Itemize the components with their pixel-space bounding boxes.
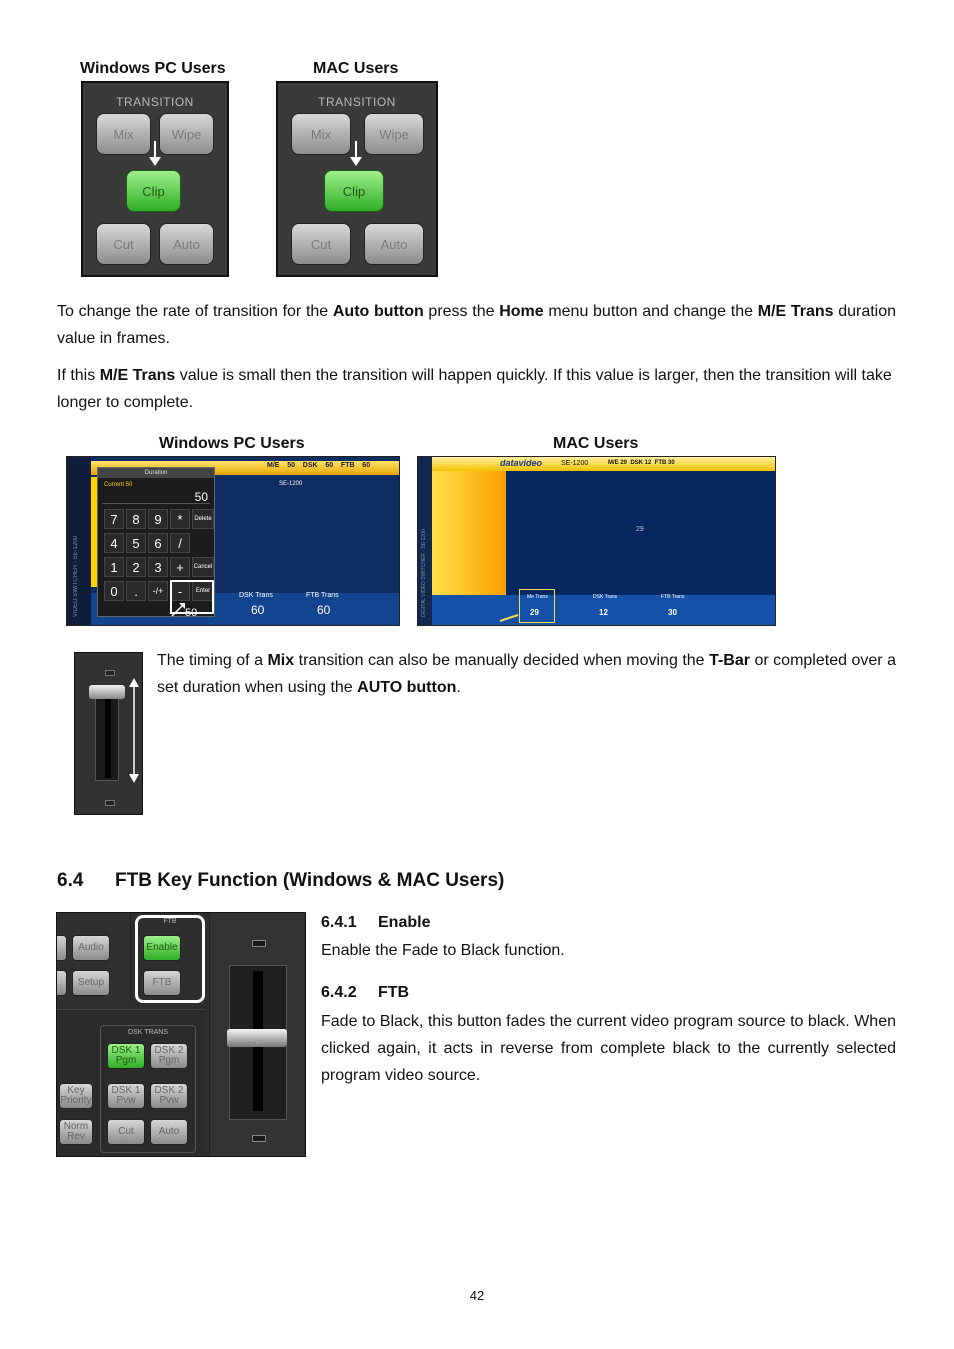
updown-arrow-icon (128, 678, 140, 783)
key-6[interactable]: 6 (148, 533, 168, 553)
ftb-t-bar-handle[interactable] (227, 1029, 287, 1047)
setup-button[interactable]: Setup (72, 970, 110, 996)
me-trans-label: Me Trans (527, 594, 548, 600)
dsk-trans-value: 12 (599, 608, 608, 617)
pointer-arrow-icon (170, 600, 188, 618)
topbar-values: M/E 29 DSK 12 FTB 30 (608, 460, 675, 466)
key-plus[interactable]: + (170, 557, 190, 577)
transition-panel-windows (81, 81, 229, 277)
key-7[interactable]: 7 (104, 509, 124, 529)
key-4[interactable]: 4 (104, 533, 124, 553)
transition-panel-mac (276, 81, 438, 277)
auto-button[interactable]: Auto (159, 223, 214, 265)
cut-button[interactable]: Cut (291, 223, 351, 265)
dsk2-pvw-button[interactable]: DSK 2 Pvw (150, 1083, 188, 1109)
current-value-label: Current 50 (104, 482, 133, 488)
duration-display[interactable]: 50 (194, 490, 208, 504)
side-brand-text: VIDEO SWITCHER · SE-1200 (73, 535, 79, 617)
key-multiply[interactable]: * (170, 509, 190, 529)
dsk-trans-title: DSK TRANS (128, 1029, 168, 1036)
key-divide[interactable]: / (170, 533, 190, 553)
key-priority-button[interactable]: Key Priority (59, 1083, 93, 1109)
partial-value: 50 (185, 607, 198, 619)
t-bar-handle[interactable] (89, 685, 125, 699)
mac-screen (417, 456, 776, 626)
key-sign[interactable]: -/+ (148, 581, 168, 601)
mac-users-label-2: MAC Users (553, 435, 639, 452)
transition-title: TRANSITION (318, 95, 396, 109)
side-brand-text: DIGITAL VIDEO SWITCHER · SE-1200 (421, 529, 427, 617)
down-arrow-icon (147, 141, 163, 167)
model-label: SE-1200 (279, 481, 303, 487)
brand-logo: datavideo (500, 458, 543, 468)
ftb-description: Fade to Black, this button fades the current video program source to black. When clicked again, it acts in reverse from complete black to the currently selected program video source. (321, 1013, 896, 1084)
key-1[interactable]: 1 (104, 557, 124, 577)
wipe-button[interactable]: Wipe (159, 113, 214, 155)
section-number: 6.4 (57, 870, 84, 891)
duration-dialog (97, 467, 215, 617)
windows-users-label-2: Windows PC Users (159, 435, 305, 452)
t-bar-paragraph: The timing of a Mix transition can also be manually decided when moving the T-Bar or completed over a set duration when using the AUTO button. (157, 652, 897, 696)
mix-button[interactable]: Mix (291, 113, 351, 155)
subsection-enable-heading: 6.4.1 Enable (321, 914, 431, 931)
audio-button[interactable]: Audio (72, 935, 110, 961)
dsk-cut-button[interactable]: Cut (107, 1119, 145, 1145)
me-trans-highlight-box (519, 589, 555, 623)
ftb-trans-value: 60 (317, 603, 331, 617)
key-9[interactable]: 9 (148, 509, 168, 529)
ftb-group-title: FTB (163, 918, 177, 925)
mix-button[interactable]: Mix (96, 113, 151, 155)
ftb-enable-button[interactable]: Enable (143, 935, 181, 961)
key-minus[interactable]: - (170, 581, 190, 601)
dsk-trans-label: DSK Trans (593, 594, 618, 600)
dsk2-pgm-button[interactable]: DSK 2 Pgm (150, 1043, 188, 1069)
ftb-trans-label: FTB Trans (661, 594, 685, 600)
ftb-panel-image (56, 912, 306, 1157)
subsection-ftb-heading: 6.4.2 FTB (321, 984, 410, 1001)
key-enter[interactable]: Enter (192, 581, 214, 601)
clip-button[interactable]: Clip (126, 170, 181, 212)
page-number: 42 (469, 1288, 485, 1303)
center-value: 29 (636, 526, 644, 533)
t-bar-image (74, 652, 143, 815)
dsk-trans-value: 60 (251, 603, 265, 617)
key-cancel[interactable]: Cancel (192, 557, 214, 577)
norm-rev-button[interactable]: Norm Rev (59, 1119, 93, 1145)
dsk-auto-button[interactable]: Auto (150, 1119, 188, 1145)
ftb-trans-value: 30 (668, 608, 677, 617)
down-arrow-icon (348, 141, 364, 167)
enable-description: Enable the Fade to Black function. (321, 942, 565, 959)
transition-title: TRANSITION (116, 95, 194, 109)
cut-button[interactable]: Cut (96, 223, 151, 265)
model-label: SE-1200 (561, 460, 589, 467)
clip-button[interactable]: Clip (324, 170, 384, 212)
auto-rate-paragraph: To change the rate of transition for the Auto button press the Home menu button and change the M/E Trans duration value in frames. (57, 303, 897, 347)
mac-users-label: MAC Users (313, 60, 399, 77)
key-delete[interactable]: Delete (192, 509, 214, 529)
windows-screen (66, 456, 400, 626)
key-2[interactable]: 2 (126, 557, 146, 577)
dialog-title: Duration (98, 468, 214, 478)
pointer-arrow-icon (498, 611, 522, 623)
dsk1-pvw-button[interactable]: DSK 1 Pvw (107, 1083, 145, 1109)
dsk-trans-label: DSK Trans (239, 592, 273, 599)
windows-users-label: Windows PC Users (80, 60, 226, 77)
wipe-button[interactable]: Wipe (364, 113, 424, 155)
topbar-values: M/E 50 DSK 60 FTB 60 (267, 462, 371, 469)
auto-button[interactable]: Auto (364, 223, 424, 265)
key-dot[interactable]: . (126, 581, 146, 601)
key-3[interactable]: 3 (148, 557, 168, 577)
me-trans-paragraph: If this M/E Trans value is small then the transition will happen quickly. If this value is larger, then the transition will take longer to complete. (57, 367, 892, 411)
key-0[interactable]: 0 (104, 581, 124, 601)
key-8[interactable]: 8 (126, 509, 146, 529)
key-5[interactable]: 5 (126, 533, 146, 553)
dsk1-pgm-button[interactable]: DSK 1 Pgm (107, 1043, 145, 1069)
ftb-trans-label: FTB Trans (306, 592, 339, 599)
me-trans-value: 29 (530, 608, 539, 617)
section-heading (57, 870, 505, 892)
ftb-button[interactable]: FTB (143, 970, 181, 996)
section-title: FTB Key Function (Windows & MAC Users) (115, 870, 505, 891)
